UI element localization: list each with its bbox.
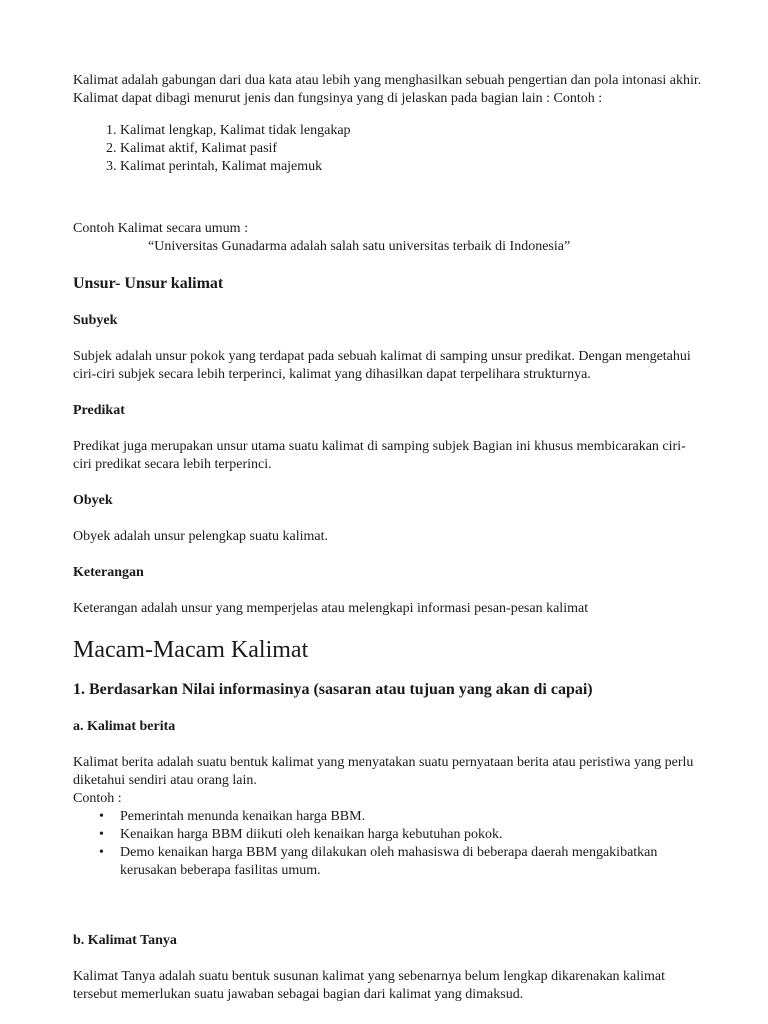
- kalimat-berita-heading: a. Kalimat berita: [73, 719, 176, 734]
- predikat-paragraph: Predikat juga merupakan unsur utama suatu kalimat di samping subjek Bagian ini khusus membicarakan ciri-ciri predikat secara lebih terperinci.: [73, 439, 686, 472]
- list-item: • Pemerintah menunda kenaikan harga BBM.: [120, 808, 703, 826]
- predikat-heading: Predikat: [73, 403, 125, 418]
- example-label: Contoh Kalimat secara umum :: [73, 221, 248, 236]
- kalimat-tanya-heading: b. Kalimat Tanya: [73, 933, 177, 948]
- intro-paragraph: Kalimat adalah gabungan dari dua kata atau lebih yang menghasilkan sebuah pengertian dan pola intonasi akhir. Kalimat dapat dibagi menurut jenis dan fungsinya yang di jelaskan pada bagian lain : Contoh :: [73, 73, 702, 106]
- subyek-paragraph: Subjek adalah unsur pokok yang terdapat pada sebuah kalimat di samping unsur predikat. Dengan mengetahui ciri-ciri subjek secara lebih terperinci, kalimat yang dihasilkan dapat terpelihara strukturnya.: [73, 349, 691, 382]
- example-quote: “Universitas Gunadarma adalah salah satu universitas terbaik di Indonesia”: [148, 239, 571, 254]
- berita-example-list: [73, 808, 703, 880]
- obyek-heading: Obyek: [73, 493, 113, 508]
- list-item: • Demo kenaikan harga BBM yang dilakukan oleh mahasiswa di beberapa daerah mengakibatkan kerusakan beberapa fasilitas umum.: [120, 844, 703, 880]
- kalimat-berita-paragraph: Kalimat berita adalah suatu bentuk kalimat yang menyatakan suatu pernyataan berita atau peristiwa yang perlu diketahui sendiri atau orang lain.: [73, 755, 694, 788]
- macam-heading: Macam-Macam Kalimat: [73, 637, 309, 663]
- list-item: 3. Kalimat perintah, Kalimat majemuk: [120, 158, 703, 176]
- kalimat-tanya-paragraph: Kalimat Tanya adalah suatu bentuk susunan kalimat yang sebenarnya belum lengkap dikarenakan kalimat tersebut memerlukan suatu jawaban sebagai bagian dari kalimat yang dimaksud.: [73, 969, 666, 1002]
- list-item: 1. Kalimat lengkap, Kalimat tidak lengakap: [120, 122, 703, 140]
- subyek-heading: Subyek: [73, 313, 118, 328]
- nilai-informasi-heading: 1. Berdasarkan Nilai informasinya (sasaran atau tujuan yang akan di capai): [73, 681, 593, 698]
- list-item: • Kenaikan harga BBM diikuti oleh kenaikan harga kebutuhan pokok.: [120, 826, 703, 844]
- obyek-paragraph: Obyek adalah unsur pelengkap suatu kalimat.: [73, 529, 329, 544]
- unsur-heading: Unsur- Unsur kalimat: [73, 275, 224, 292]
- document-page: [73, 72, 703, 1004]
- kalimat-type-list: [73, 122, 703, 176]
- keterangan-paragraph: Keterangan adalah unsur yang memperjelas atau melengkapi informasi pesan-pesan kalimat: [73, 601, 589, 616]
- keterangan-heading: Keterangan: [73, 565, 144, 580]
- contoh-label: Contoh :: [73, 791, 122, 806]
- list-item: 2. Kalimat aktif, Kalimat pasif: [120, 140, 703, 158]
